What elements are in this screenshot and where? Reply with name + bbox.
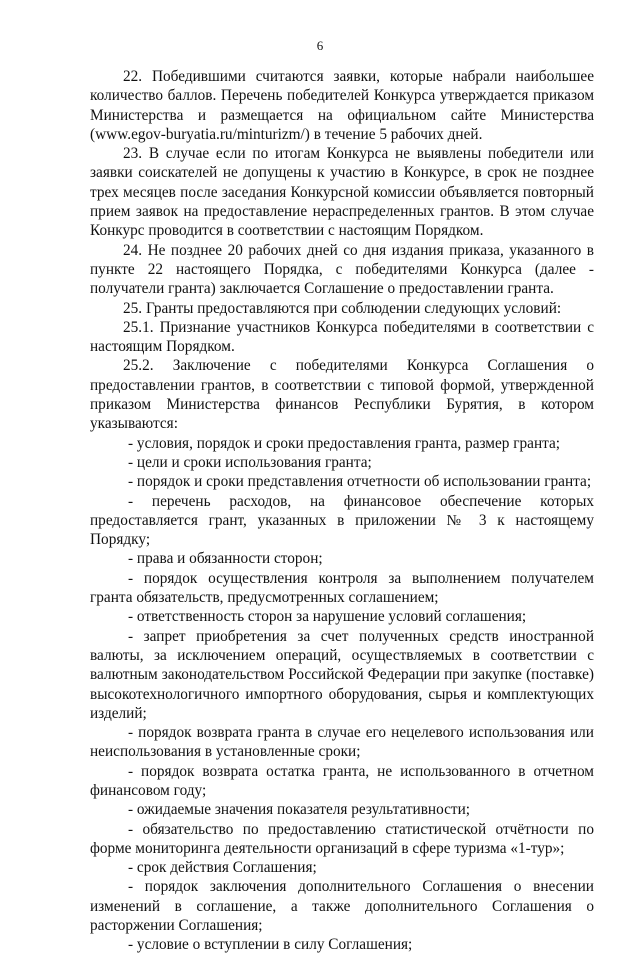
condition-item: - перечень расходов, на финансовое обеспечение которых предоставляется грант, указанных в приложении № 3 к настоящему Порядку;	[90, 492, 594, 549]
paragraph-25-1: 25.1. Признание участников Конкурса победителями в соответствии с настоящим Порядком.	[90, 318, 594, 356]
paragraph-25: 25. Гранты предоставляются при соблюдении следующих условий:	[123, 299, 562, 317]
paragraph-22: 22. Победившими считаются заявки, которые набрали наибольшее количество баллов. Перечень победителей Конкурса утверждается приказом Министерства и размещается на официальном сайте Министерства (www.egov-buryatia.ru/minturizm/) в течение 5 рабочих дней.	[90, 68, 594, 143]
condition-item: - порядок осуществления контроля за выполнением получателем гранта обязательств, предусмотренных соглашением;	[90, 569, 594, 607]
condition-item: - ответственность сторон за нарушение условий соглашения;	[128, 608, 527, 626]
paragraph-23: 23. В случае если по итогам Конкурса не выявлены победители или заявки соискателей не допущены к участию в Конкурсе, в срок не позднее трех месяцев после заседания Конкурсной комиссии объявляется повторный прием заявок на предоставление нераспределенных грантов. В этом случае Конкурс проводится в соответствии с настоящим Порядком.	[90, 145, 594, 240]
condition-item: - обязательство по предоставлению статистической отчётности по форме мониторинга деятельности организаций в сфере туризма «1-тур»;	[90, 820, 594, 857]
condition-item: - ожидаемые значения показателя результативности;	[128, 801, 471, 819]
condition-item: - порядок заключения дополнительного Соглашения о внесении изменений в соглашение, а также дополнительного Соглашения о расторжении Соглашения;	[90, 878, 594, 935]
condition-item: - права и обязанности сторон;	[128, 550, 323, 568]
page-number: 6	[316, 38, 324, 53]
document-body	[90, 67, 594, 955]
condition-item: - цели и сроки использования гранта;	[128, 453, 372, 471]
condition-item: - порядок и сроки представления отчетности об использовании гранта;	[128, 473, 592, 491]
condition-item: - условие о вступлении в силу Соглашения;	[128, 936, 413, 954]
condition-item: - порядок возврата остатка гранта, не использованного в отчетном финансовом году;	[90, 762, 594, 799]
paragraph-24: 24. Не позднее 20 рабочих дней со дня издания приказа, указанного в пункте 22 настоящего Порядка, с победителями Конкурса (далее - получатели гранта) заключается Соглашение о предоставлении гранта.	[90, 241, 594, 298]
condition-item: - срок действия Соглашения;	[128, 859, 317, 877]
paragraph-25-2: 25.2. Заключение с победителями Конкурса Соглашения о предоставлении грантов, в соответствии с типовой формой, утвержденной приказом Министерства финансов Республики Бурятия, в котором указываются:	[90, 357, 594, 433]
condition-item: - запрет приобретения за счет полученных средств иностранной валюты, за исключением операций, осуществляемых в соответствии с валютным законодательством Российской Федерации при закупке (поставке) высокотехнологичного импортного оборудования, сырья и комплектующих изделий;	[90, 627, 594, 722]
condition-item: - порядок возврата гранта в случае его нецелевого использования или неиспользования в установленные сроки;	[90, 724, 594, 761]
condition-item: - условия, порядок и сроки предоставления гранта, размер гранта;	[128, 434, 561, 452]
